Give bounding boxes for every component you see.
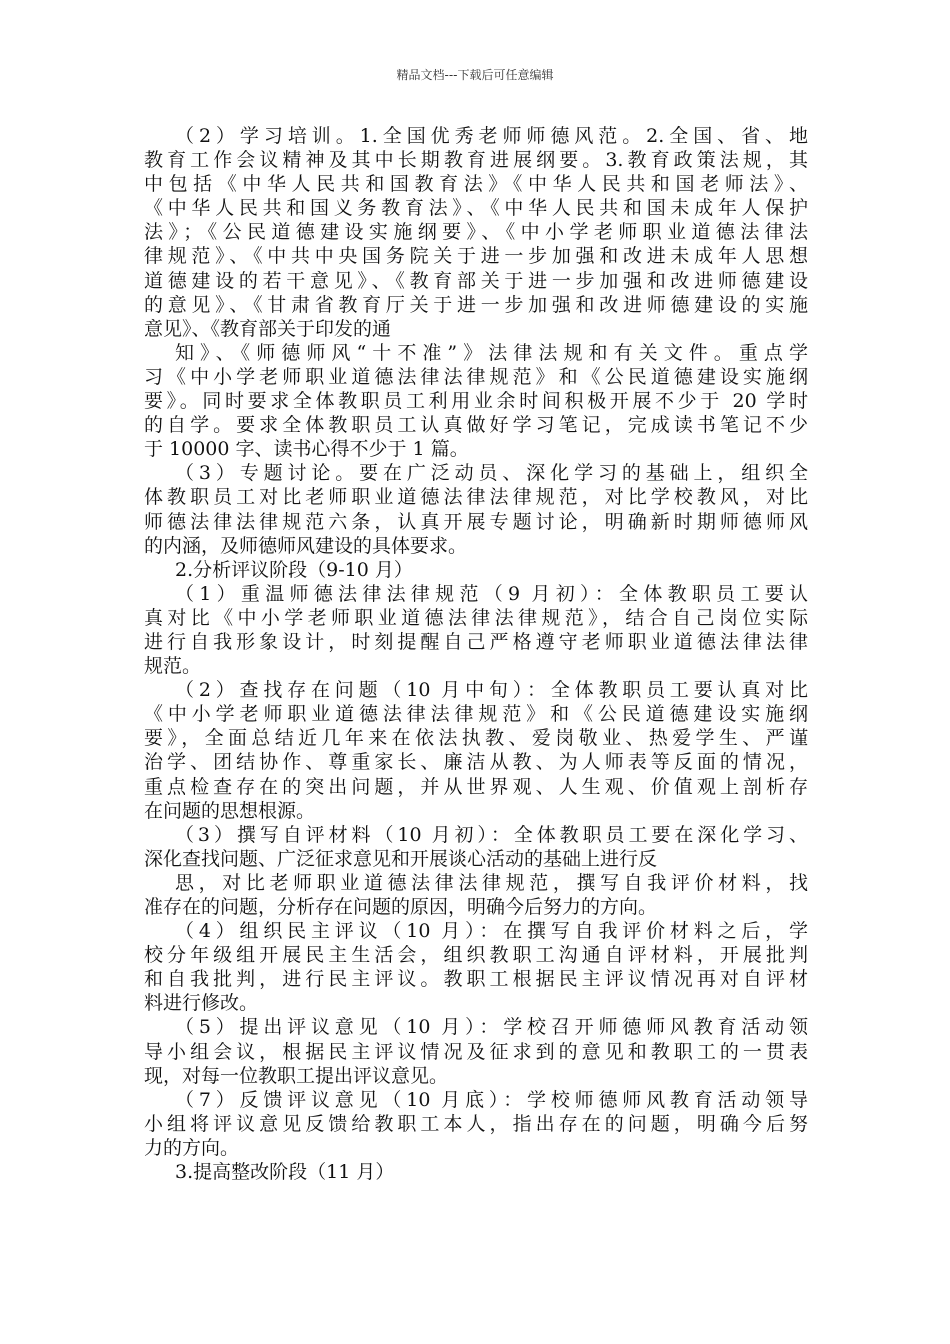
text-line: 准存在的问题，分析存在问题的原因，明确今后努力的方向。 (144, 896, 658, 918)
text-line: 2.分析评议阶段（9-10 月） (175, 558, 413, 581)
text-line: （3）专题讨论。要在广泛动员、深化学习的基础上，组织全 (175, 462, 808, 485)
text-line: （3）撰写自评材料（10 月初）：全体教职员工要在深化学习、 (175, 823, 808, 846)
text-line: 的自学。要求全体教职员工认真做好学习笔记，完成读书笔记不少 (144, 414, 808, 437)
text-line: 真对比《中小学老师职业道德法律法律规范》，结合自己岗位实际 (144, 606, 808, 629)
text-line: 进行自我形象设计，时刻提醒自己严格遵守老师职业道德法律法律 (144, 630, 808, 653)
text-line: 现，对每一位教职工提出评议意见。 (144, 1064, 449, 1087)
text-line: 和自我批判，进行民主评议。教职工根据民主评议情况再对自评材 (144, 968, 808, 991)
text-line: 深化查找问题、广泛征求意见和开展谈心活动的基础上进行反 (144, 847, 658, 870)
text-line: 中包括《中华人民共和国教育法》《中华人民共和国老师法》、 (144, 173, 808, 196)
text-line: （2）学习培训。1.全国优秀老师师德风范。2.全国、省、地 (175, 125, 808, 147)
text-line: 重点检查存在的突出问题，并从世界观、人生观、价值观上剖析存 (144, 775, 808, 798)
text-line: （2）查找存在问题（10 月中旬）：全体教职员工要认真对比 (175, 679, 808, 702)
text-line: 导小组会议，根据民主评议情况及征求到的意见和教职工的一贯表 (144, 1040, 808, 1063)
text-line: 习《中小学老师职业道德法律法律规范》和《公民道德建设实施纲 (144, 365, 808, 388)
text-line: 体教职员工对比老师职业道德法律法律规范，对比学校教风，对比 (144, 486, 808, 509)
text-line: 法》；《公民道德建设实施纲要》、《中小学老师职业道德法律法 (144, 221, 808, 244)
text-line: 律规范》、《中共中央国务院关于进一步加强和改进未成年人思想 (144, 245, 808, 268)
text-line: 规范。 (144, 655, 202, 678)
text-line: 道德建设的若干意见》、《教育部关于进一步加强和改进师德建设 (144, 269, 808, 292)
text-line: 教育工作会议精神及其中长期教育进展纲要。3.教育政策法规，其 (144, 149, 808, 172)
text-line: （1）重温师德法律法律规范（9 月初）：全体教职员工要认 (175, 582, 808, 605)
text-line: （7）反馈评议意见（10 月底）：学校师德师风教育活动领导 (175, 1088, 808, 1111)
text-line: 3.提高整改阶段（11 月） (175, 1161, 395, 1184)
text-line: 于 10000 字、读书心得不少于 1 篇。 (144, 438, 469, 461)
text-line: 治学、团结协作、尊重家长、廉洁从教、为人师表等反面的情况， (144, 751, 808, 774)
text-line: 要》。同时要求全体教职员工利用业余时间积极开展不少于 20 学时 (144, 390, 808, 413)
text-line: 《中华人民共和国义务教育法》、《中华人民共和国未成年人保护 (144, 197, 808, 220)
text-line: 要》，全面总结近几年来在依法执教、爱岗敬业、热爱学生、严谨 (144, 727, 808, 750)
text-line: 《中小学老师职业道德法律法律规范》和《公民道德建设实施纲 (144, 703, 808, 726)
text-line: 校分年级组开展民主生活会，组织教职工沟通自评材料，开展批判 (144, 944, 808, 967)
page-header: 精品文档---下载后可任意编辑 (396, 68, 554, 82)
text-line: 在问题的思想根源。 (144, 799, 316, 822)
text-line: （5）提出评议意见（10 月）：学校召开师德师风教育活动领 (175, 1016, 808, 1039)
text-line: 思，对比老师职业道德法律法律规范，撰写自我评价材料，找 (175, 871, 808, 894)
text-line: 小组将评议意见反馈给教职工本人，指出存在的问题，明确今后努 (144, 1112, 808, 1135)
text-line: 师德法律法律规范六条，认真开展专题讨论，明确新时期师德师风 (144, 510, 808, 533)
text-line: 的内涵，及师德师风建设的具体要求。 (144, 534, 468, 557)
text-line: 料进行修改。 (144, 992, 259, 1015)
text-line: 意见》、《教育部关于印发的通 (144, 317, 392, 340)
text-line: （4）组织民主评议（10 月）：在撰写自我评价材料之后，学 (175, 920, 808, 943)
text-line: 的意见》、《甘肃省教育厅关于进一步加强和改进师德建设的实施 (144, 293, 808, 316)
text-line: 力的方向。 (144, 1136, 240, 1159)
document-body (144, 124, 808, 1184)
text-line: 知》、《师德师风“十不准”》法律法规和有关文件。重点学 (175, 341, 808, 364)
